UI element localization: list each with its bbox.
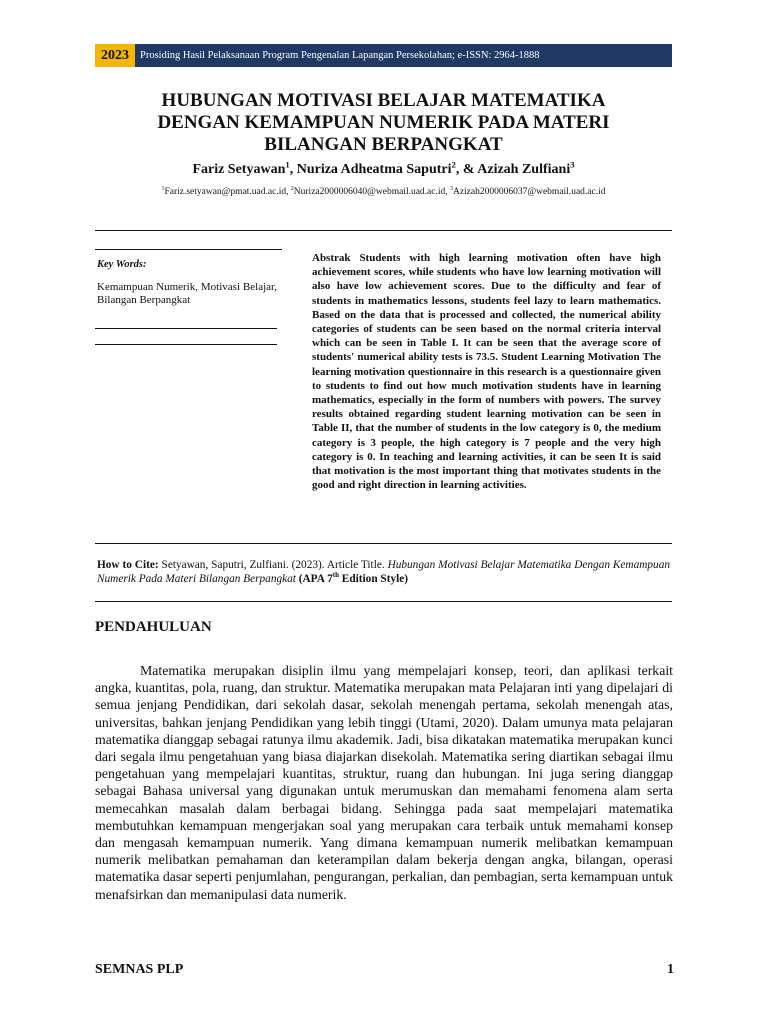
author-affiliation-mark: 3	[570, 159, 575, 170]
header-year-badge: 2023	[95, 44, 135, 67]
proceedings-title: Prosiding Hasil Pelaksanaan Program Pengenalan Lapangan Persekolahan; e-ISSN: 2964-1888	[140, 50, 540, 61]
rule-keywords-top	[95, 249, 282, 250]
title-line: DENGAN KEMAMPUAN NUMERIK PADA MATERI	[157, 112, 610, 133]
email-address[interactable]: Fariz.setyawan@pmat.uad.ac.id,	[164, 187, 291, 197]
footer-conference: SEMNAS PLP	[95, 962, 184, 977]
cite-text: Setyawan, Saputri, Zulfiani. (2023). Article Title.	[158, 559, 388, 571]
keywords-title: Key Words:	[97, 259, 147, 270]
author-separator: ,	[289, 162, 297, 177]
rule-keywords-mid	[95, 328, 277, 329]
author-emails	[95, 187, 672, 197]
journal-header-bar	[95, 44, 672, 67]
rule-abstract-bottom	[95, 543, 672, 544]
author-list	[95, 159, 672, 178]
email-address[interactable]: Nuriza2000006040@webmail.uad.ac.id,	[293, 187, 451, 197]
cite-style	[296, 573, 408, 585]
email-mark: 1	[161, 185, 165, 192]
paper-title	[95, 90, 672, 156]
abstract-text: Abstrak Students with high learning motivation often have high achievement scores, while students who have low learning motivation will also have low achievement scores. Due to the difficulty and fear of students in mathematics lessons, students feel lazy to learn mathematics. Based on the data that is processed and collected, the numerical ability categories of students can be seen based on the normal criteria interval which can be seen in Table I. It can be seen that the average score of students' numerical ability tests is 73.5. Student Learning Motivation The learning motivation questionnaire in this research is a questionnaire given to students to find out how much motivation students have in learning mathematics, especially in the form of numbers with powers. The survey results obtained regarding student learning motivation can be seen in Table II, that the number of students in the low category is 0, the medium category is 3 people, the high category is 7 people and the very high category is 0. In teaching and learning activities, it can be seen It is said that motivation is the most important thing that motivates students in the good and right direction in learning activities.	[312, 252, 661, 492]
how-to-cite	[97, 558, 670, 587]
rule-cite-bottom	[95, 601, 672, 602]
email-mark: 2	[290, 185, 294, 192]
rule-top	[95, 230, 672, 231]
keywords-box	[97, 258, 277, 307]
cite-style-post: Edition Style)	[338, 573, 409, 586]
cite-style-sup: th	[332, 571, 339, 580]
email-mark: 3	[450, 185, 453, 192]
rule-keywords-bottom	[95, 344, 277, 345]
keywords-text: Kemampuan Numerik, Motivasi Belajar, Bilangan Berpangkat	[97, 281, 277, 306]
cite-label: How to Cite:	[97, 559, 159, 571]
email-address[interactable]: Azizah2000006037@webmail.uad.ac.id	[452, 187, 606, 197]
author-separator: , &	[455, 162, 478, 177]
cite-style-pre: (APA 7	[295, 573, 333, 586]
body-paragraph: Matematika merupakan disiplin ilmu yang mempelajari konsep, teori, dan aplikasi terkait angka, kuantitas, pola, ruang, dan struktur. Matematika merupakan mata Pelajaran inti yang dipelajari di semua jenjang Pendidikan, dari sekolah dasar, sekolah menengah pertama, sekolah menengah atas, universitas, bahkan jenjang Pendidikan yang lebih tinggi (Utami, 2020). Dalam umunya mata pelajaran matematika dianggap sebagai ratunya ilmu akademik. Jadi, bisa dikatakan matematika merupakan kunci dari segala ilmu pengetahuan yang biasa diajarkan disekolah. Matematika sering diartikan sebagai ilmu pengetahuan yang mempelajari kuantitas, struktur, ruang dan hubungan. Ini juga sering dianggap sebagai Bahasa universal yang digunakan untuk merumuskan dan memahami fenomena alam serta memecahkan masalah dalam berbagai bidang. Sehingga pada saat mempelajari matematika membutuhkan kemampuan mengerjakan soal yang merupakan cara terbaik untuk memahami konsep dan mengasah kemampuan numerik. Yang dimana kemampuan numerik melibatkan kemampuan numerik melibatkan pemahaman dan keterampilan dalam bekerja dengan angka, bilangan, operasi matematika dasar seperti penjumlahan, pengurangan, perkalian, dan pembagian, serta kemampuan untuk menafsirkan dan memanipulasi data numerik.	[95, 663, 673, 902]
author-affiliation-mark: 2	[451, 159, 456, 170]
title-line: HUBUNGAN MOTIVASI BELAJAR MATEMATIKA	[161, 90, 606, 111]
section-heading: PENDAHULUAN	[95, 619, 212, 635]
author-affiliation-mark: 1	[285, 159, 290, 170]
author-name: Fariz Setyawan	[192, 162, 286, 177]
page-number: 1	[667, 962, 674, 977]
author-name: Azizah Zulfiani	[477, 162, 571, 177]
cite-article-title: Hubungan Motivasi Belajar Matematika Dengan Kemampuan Numerik Pada Materi Bilangan Berpangkat	[97, 559, 670, 586]
author-name: Nuriza Adheatma Saputri	[296, 162, 452, 177]
title-line: BILANGAN BERPANGKAT	[264, 134, 503, 155]
